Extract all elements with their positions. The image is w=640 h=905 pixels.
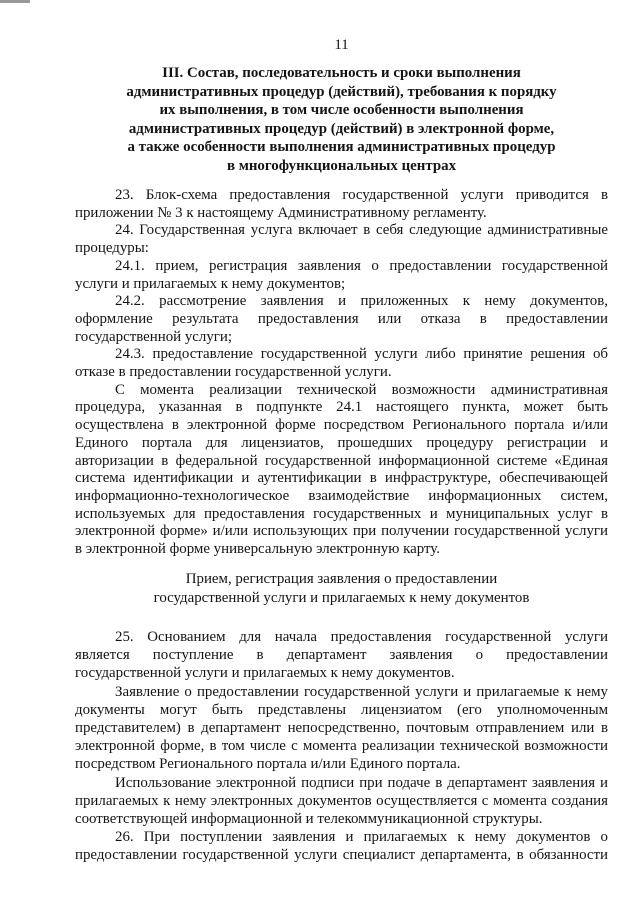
text-line: электронной форме, в том числе с момента реализации технической возможности — [75, 738, 608, 755]
subsection-heading-line: Прием, регистрация заявления о предоставлении — [185, 571, 498, 587]
text-line: используемых для предоставления государственных и муниципальных услуг в — [75, 505, 608, 522]
text-line: государственной услуги и прилагаемых к нему документов. — [75, 665, 455, 682]
paragraph — [75, 628, 608, 683]
subsection-heading-line: государственной услуги и прилагаемых к нему документов — [153, 589, 530, 606]
section-heading-line: административных процедур (действий) в электронной форме, — [128, 120, 555, 137]
text-line: услуги и прилагаемых к нему документов; — [75, 275, 346, 292]
paragraph — [75, 187, 608, 222]
text-line: 24.1. прием, регистрация заявления о предоставлении государственной — [115, 257, 608, 274]
page-number: 11 — [334, 37, 349, 53]
section-heading-line: а также особенности выполнения административных процедур — [127, 139, 556, 156]
section-heading-line: их выполнения, в том числе особенности выполнения — [159, 102, 524, 119]
text-line: приложении № 3 к настоящему Административному регламенту. — [75, 204, 487, 221]
text-line: Заявление о предоставлении государственной услуги и прилагаемые к нему — [115, 683, 608, 700]
subsection-body — [75, 628, 608, 865]
section-body — [75, 187, 608, 559]
text-line: документы могут быть представлены лицензиатом (его уполномоченным — [75, 701, 608, 718]
paragraph — [75, 828, 608, 864]
section-heading-line: административных процедур (действий), требования к порядку — [126, 83, 557, 100]
text-line: оформление результата предоставления или отказа в предоставлении — [75, 310, 608, 327]
section-heading-line: III. Состав, последовательность и сроки выполнения — [162, 65, 521, 81]
text-line: 23. Блок-схема предоставления государственной услуги приводится в — [115, 187, 608, 203]
subsection-heading — [75, 570, 608, 607]
text-line: предоставлении государственной услуги специалист департамента, в обязанности — [75, 847, 608, 864]
text-line: электронной форме» и/или использующих при получении государственной услуги — [75, 523, 608, 540]
text-line: отказе в предоставлении государственной услуги. — [75, 364, 392, 381]
text-line: Единого портала для лицензиатов, прошедших процедуру регистрации и — [75, 434, 608, 451]
text-line: процедура, указанная в подпункте 24.1 настоящего пункта, может быть — [75, 399, 608, 416]
text-line: информационно-технологическое взаимодействие информационных систем, — [75, 487, 608, 504]
paragraph — [75, 258, 608, 293]
paragraph — [75, 222, 608, 257]
paragraph — [75, 382, 608, 559]
text-line: посредством Регионального портала и/или Единого портала. — [75, 756, 461, 773]
paragraph — [75, 774, 608, 829]
text-line: соответствующей информационной и телекоммуникационной структуры. — [75, 811, 543, 828]
text-line: 26. При поступлении заявления и прилагаемых к нему документов о — [115, 829, 608, 846]
paragraph — [75, 683, 608, 774]
text-line: в электронной форме универсальную электронную карту. — [75, 541, 440, 558]
text-line: 24. Государственная услуга включает в себя следующие административные — [115, 222, 608, 239]
text-line: С момента реализации технической возможности административная — [115, 381, 608, 398]
text-line: 24.3. предоставление государственной услуги либо принятие решения об — [115, 346, 608, 363]
section-heading-line: в многофункциональных центрах — [226, 157, 457, 174]
text-line: процедуры: — [75, 240, 149, 257]
text-line: система идентификации и аутентификации в инфраструктуре, обеспечивающей — [75, 470, 608, 487]
text-line: 25. Основанием для начала предоставления государственной услуги — [115, 629, 608, 645]
text-line: является поступление в департамент заявления о предоставлении — [75, 647, 608, 664]
scan-artifact — [0, 0, 30, 3]
text-line: 24.2. рассмотрение заявления и приложенных к нему документов, — [115, 293, 608, 310]
text-line: государственной услуги; — [75, 328, 232, 345]
text-line: Использование электронной подписи при подаче в департамент заявления и — [115, 774, 608, 791]
text-line: авторизации в федеральной государственной информационной системе «Единая — [75, 452, 608, 469]
text-line: представителем) в департамент непосредственно, почтовым отправлением или в — [75, 720, 608, 737]
text-line: прилагаемых к нему электронных документов осуществляется с момента создания — [75, 792, 608, 809]
text-line: осуществлена в электронной форме посредством Регионального портала и/или — [75, 417, 608, 434]
section-heading — [75, 64, 608, 176]
paragraph — [75, 346, 608, 381]
paragraph — [75, 293, 608, 346]
